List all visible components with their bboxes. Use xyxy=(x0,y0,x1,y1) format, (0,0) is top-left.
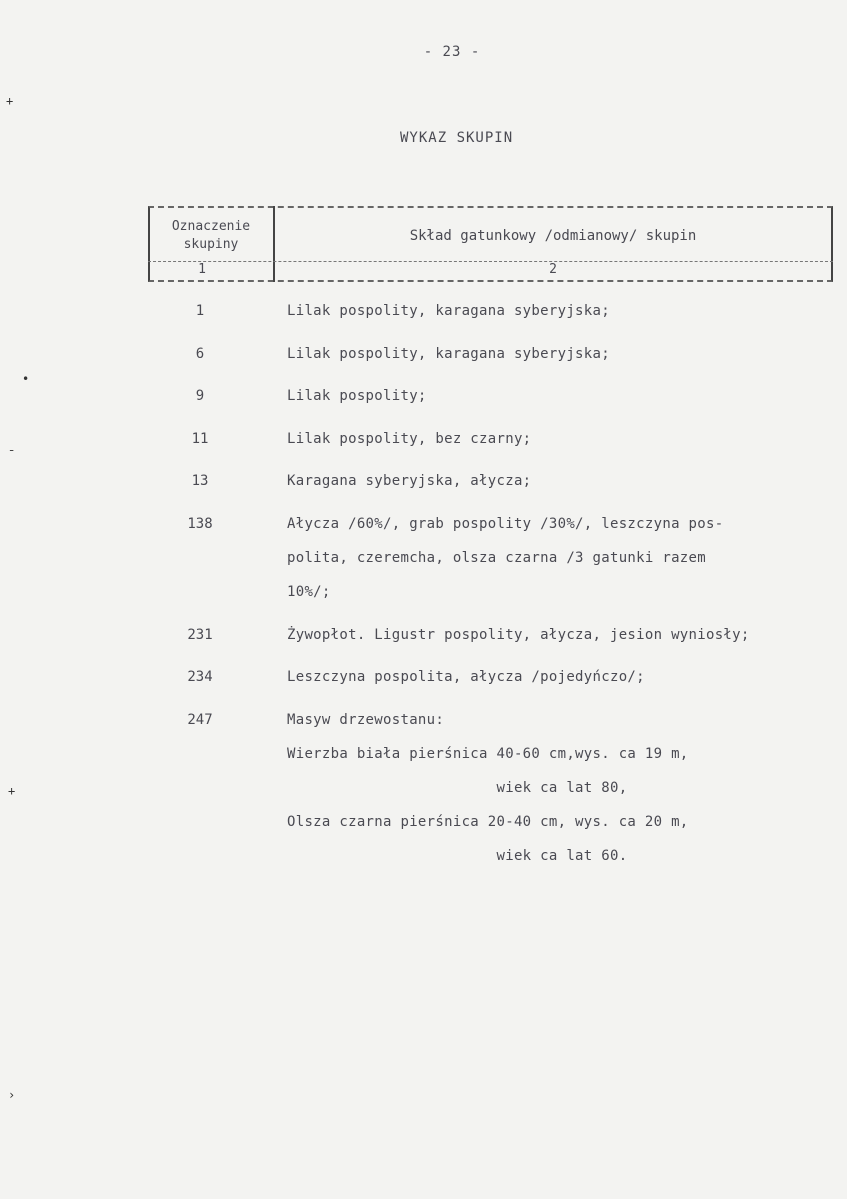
document-title: WYKAZ SKUPIN xyxy=(400,130,514,146)
group-code: 11 xyxy=(191,431,209,447)
composition-line: wiek ca lat 80, xyxy=(287,780,628,796)
group-code: 6 xyxy=(195,346,205,362)
column-1-header xyxy=(152,218,270,254)
composition-line: Lilak pospolity, karagana syberyjska; xyxy=(287,303,610,319)
page-number: - 23 - xyxy=(423,44,481,60)
composition-line: Lilak pospolity, bez czarny; xyxy=(287,431,532,447)
margin-mark: + xyxy=(8,784,16,798)
composition-line: Ałycza /60%/, grab pospolity /30%/, leszczyna pos- xyxy=(287,516,724,532)
column-1-header-line-2: skupiny xyxy=(183,237,239,252)
group-code: 1 xyxy=(195,303,205,319)
column-2-number: 2 xyxy=(549,262,557,277)
composition-line: polita, czeremcha, olsza czarna /3 gatunki razem xyxy=(287,550,706,566)
margin-mark: • xyxy=(22,372,30,386)
group-code: 138 xyxy=(187,516,213,532)
margin-mark: ˍ xyxy=(8,438,16,452)
column-1-number: 1 xyxy=(198,262,206,277)
composition-line: Wierzba biała pierśnica 40-60 cm,wys. ca 19 m, xyxy=(287,746,689,762)
group-code: 234 xyxy=(187,669,213,685)
composition-line: Leszczyna pospolita, ałycza /pojedyńczo/; xyxy=(287,669,645,685)
group-code: 13 xyxy=(191,473,209,489)
column-2-header: Skład gatunkowy /odmianowy/ skupin xyxy=(409,228,697,244)
header-column-divider xyxy=(273,206,275,282)
column-1-header-line-1: Oznaczenie xyxy=(171,219,251,234)
composition-line: Karagana syberyjska, ałycza; xyxy=(287,473,532,489)
composition-line: 10%/; xyxy=(287,584,331,600)
composition-line: Masyw drzewostanu: xyxy=(287,712,445,728)
margin-mark: › xyxy=(8,1088,16,1102)
composition-line: Lilak pospolity; xyxy=(287,388,427,404)
margin-mark: + xyxy=(6,94,14,108)
composition-line: Olsza czarna pierśnica 20-40 cm, wys. ca 20 m, xyxy=(287,814,689,830)
group-code: 231 xyxy=(187,627,213,643)
composition-line: Lilak pospolity, karagana syberyjska; xyxy=(287,346,610,362)
group-code: 247 xyxy=(187,712,213,728)
composition-line: wiek ca lat 60. xyxy=(287,848,628,864)
composition-line: Żywopłot. Ligustr pospolity, ałycza, jesion wyniosły; xyxy=(287,627,750,643)
group-code: 9 xyxy=(195,388,205,404)
